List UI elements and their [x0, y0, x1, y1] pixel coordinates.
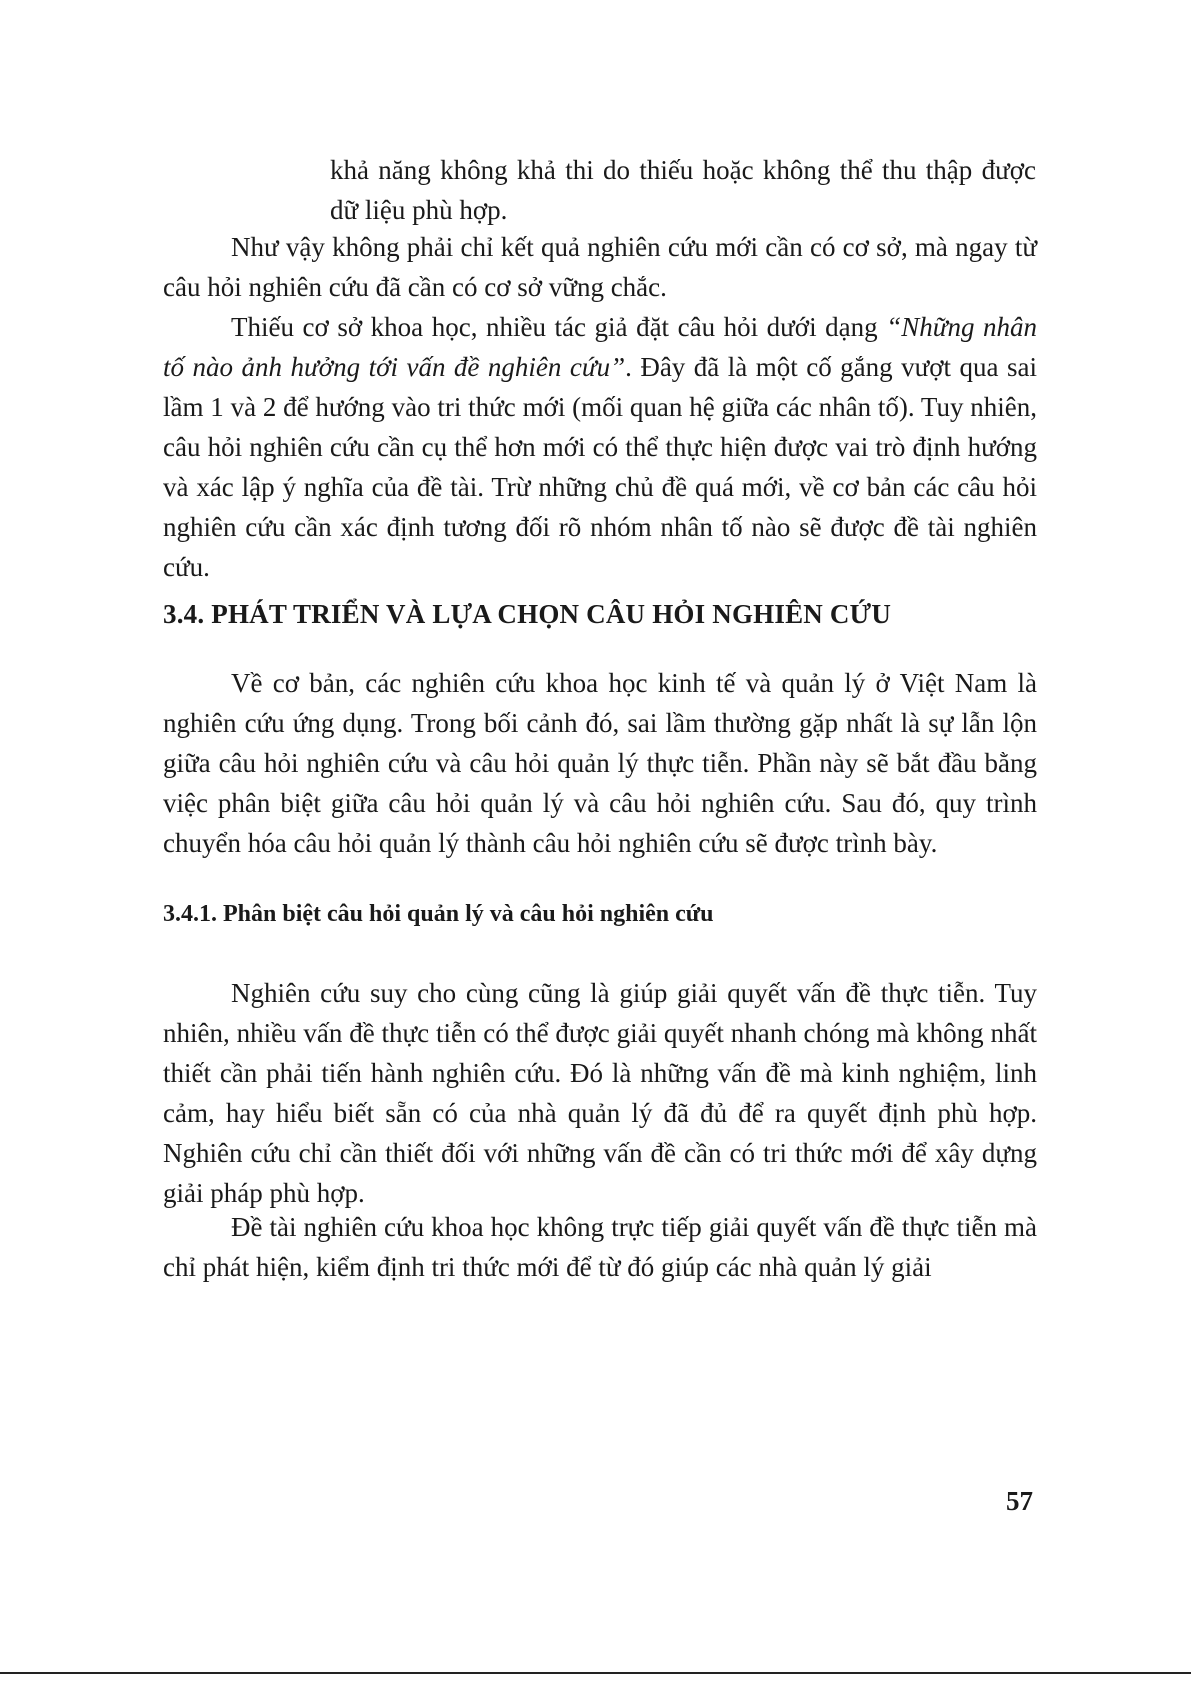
paragraph-text: Nghiên cứu suy cho cùng cũng là giúp giải quyết vấn đề thực tiễn. Tuy nhiên, nhiều vấn đề thực tiễn có thể được giải quyết nhanh chóng mà không nhất thiết cần phải tiến hành nghiên cứu. Đó là những vấn đề mà kinh nghiệm, linh cảm, hay hiểu biết sẵn có của nhà quản lý đã đủ để ra quyết định phù hợp. Nghiên cứu chỉ cần thiết đối với những vấn đề cần có tri thức mới để xây dựng giải pháp phù hợp. — [163, 978, 1037, 1208]
section-intro-paragraph — [163, 663, 1037, 863]
subsection-paragraph-1 — [163, 973, 1037, 1213]
scan-bottom-border — [0, 1672, 1191, 1674]
subsection-paragraph-2 — [163, 1207, 1037, 1287]
text-run: . Đây đã là một cố gắng vượt qua sai lầm 1 và 2 để hướng vào tri thức mới (mối quan hệ giữa các nhân tố). Tuy nhiên, câu hỏi nghiên cứu cần cụ thể hơn mới có thể thực hiện được vai trò định hướng và xác lập ý nghĩa của đề tài. Trừ những chủ đề quá mới, về cơ bản các câu hỏi nghiên cứu cần xác định tương đối rõ nhóm nhân tố nào sẽ được đề tài nghiên cứu. — [163, 352, 1037, 582]
text-run: Thiếu cơ sở khoa học, nhiều tác giả đặt câu hỏi dưới dạng — [231, 312, 887, 342]
paragraph-text — [163, 307, 1037, 587]
section-heading-text: 3.4. PHÁT TRIỂN VÀ LỰA CHỌN CÂU HỎI NGHIÊN CỨU — [163, 599, 892, 629]
continued-list-item-text: khả năng không khả thi do thiếu hoặc không thể thu thập được dữ liệu phù hợp. — [330, 155, 1036, 225]
subsection-heading-text: 3.4.1. Phân biệt câu hỏi quản lý và câu hỏi nghiên cứu — [163, 901, 714, 927]
paragraph-text: Như vậy không phải chỉ kết quả nghiên cứu mới cần có cơ sở, mà ngay từ câu hỏi nghiên cứu đã cần có cơ sở vững chắc. — [163, 232, 1037, 302]
subsection-heading — [163, 897, 1037, 931]
paragraph-research-basis — [163, 227, 1037, 307]
paragraph-text: Về cơ bản, các nghiên cứu khoa học kinh tế và quản lý ở Việt Nam là nghiên cứu ứng dụng. Trong bối cảnh đó, sai lầm thường gặp nhất là sự lẫn lộn giữa câu hỏi nghiên cứu và câu hỏi quản lý thực tiễn. Phần này sẽ bắt đầu bằng việc phân biệt giữa câu hỏi quản lý và câu hỏi nghiên cứu. Sau đó, quy trình chuyển hóa câu hỏi quản lý thành câu hỏi nghiên cứu sẽ được trình bày. — [163, 668, 1037, 858]
paragraph-text: Đề tài nghiên cứu khoa học không trực tiếp giải quyết vấn đề thực tiễn mà chỉ phát hiện, kiểm định tri thức mới để từ đó giúp các nhà quản lý giải — [163, 1212, 1037, 1282]
page-number: 57 — [1006, 1486, 1033, 1516]
section-heading — [163, 596, 1037, 632]
italic-quote: “Những nhân tố nào ảnh hưởng tới vấn đề nghiên cứu” — [163, 312, 1037, 382]
paragraph-lacking-scientific-basis — [163, 307, 1037, 587]
